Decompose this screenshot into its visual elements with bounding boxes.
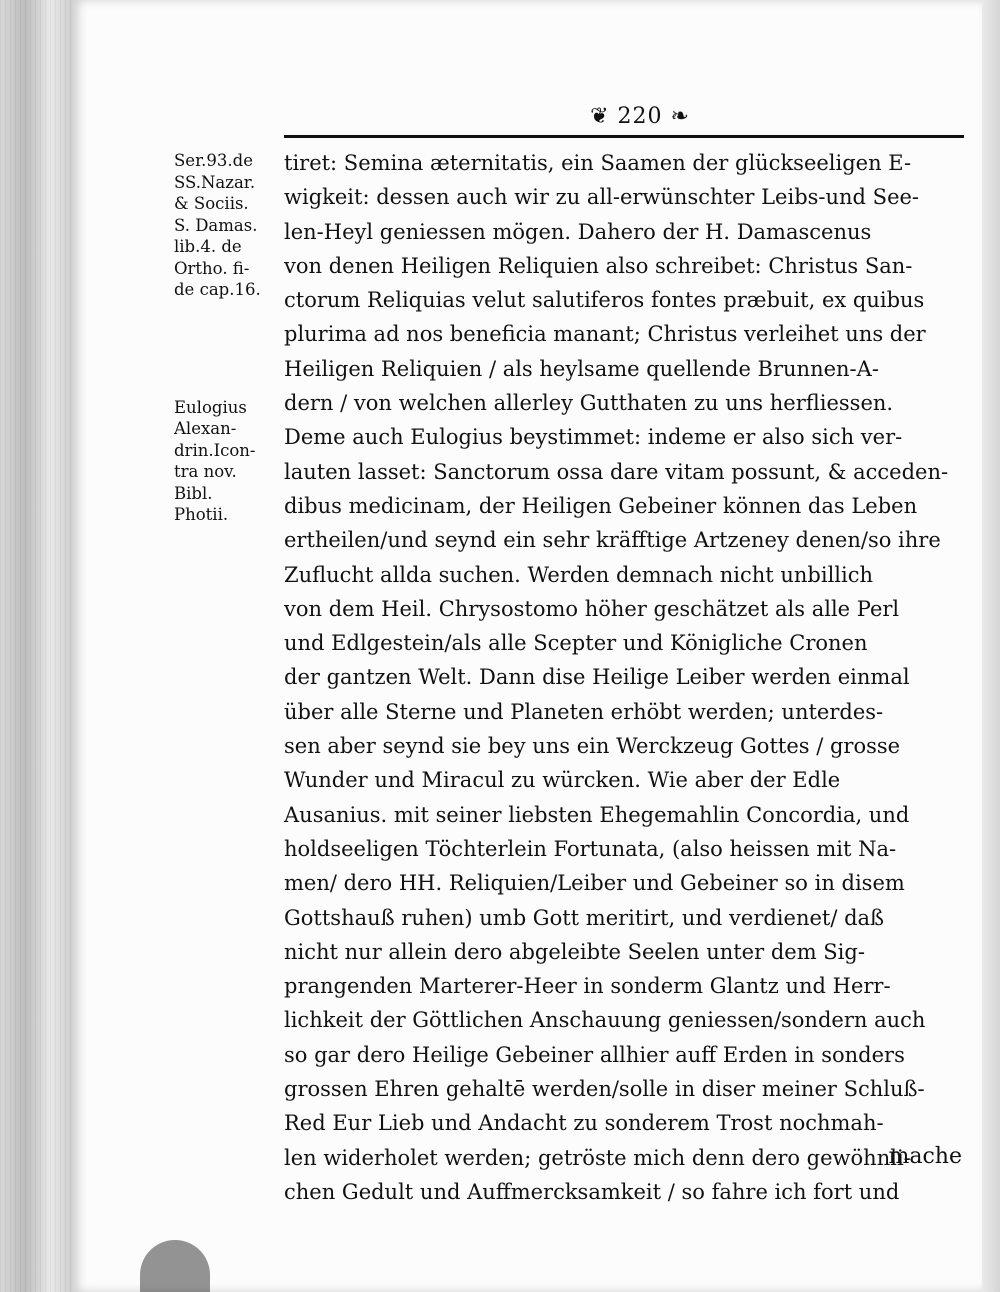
- text-line: wigkeit: dessen auch wir zu all-erwünschter Leibs-und See-: [284, 185, 920, 210]
- margin-note: Ortho. fi-: [174, 258, 250, 278]
- facing-page-edge: [982, 0, 1000, 1292]
- header-ornament-left: ❦: [590, 104, 610, 129]
- text-line: von denen Heiligen Reliquien also schreibet: Christus San-: [284, 253, 913, 278]
- margin-note: drin.Icon-: [174, 440, 256, 460]
- text-line: und Edlgestein/als alle Scepter und Königliche Cronen: [284, 631, 868, 656]
- text-line: chen Gedult und Auffmercksamkeit / so fahre ich fort und: [284, 1179, 900, 1204]
- text-line: Red Eur Lieb und Andacht zu sonderem Trost nochmah-: [284, 1111, 884, 1136]
- page-number: 220: [617, 104, 663, 129]
- margin-note: Bibl.: [174, 483, 213, 503]
- text-line: über alle Sterne und Planeten erhöbt werden; unterdes-: [284, 699, 884, 724]
- text-line: dern / von welchen allerley Gutthaten zu uns herfliessen.: [284, 391, 894, 416]
- text-line: lauten lasset: Sanctorum ossa dare vitam possunt, & acceden-: [284, 459, 949, 484]
- text-line: nicht nur allein dero abgeleibte Seelen unter dem Sig-: [284, 939, 865, 964]
- header-rule: [284, 135, 964, 138]
- margin-note: tra nov.: [174, 462, 237, 481]
- text-line: Zuflucht allda suchen. Werden demnach nicht unbillich: [284, 562, 874, 587]
- catchword: mache: [888, 1144, 962, 1169]
- text-line: Wunder und Miracul zu würcken. Wie aber der Edle: [284, 768, 841, 793]
- text-line: men/ dero HH. Reliquien/Leiber und Gebeiner so in disem: [284, 871, 905, 896]
- margin-note: Ser.93.de: [174, 151, 253, 170]
- text-line: Deme auch Eulogius beystimmet: indeme er also sich ver-: [284, 425, 903, 450]
- margin-note: & Sociis.: [174, 194, 249, 213]
- margin-note: Photii.: [174, 505, 229, 524]
- page-header: [560, 104, 720, 129]
- margin-note: S. Damas.: [174, 215, 258, 235]
- margin-note: Alexan-: [174, 419, 237, 438]
- page-stack-lines: [0, 0, 72, 1292]
- text-line: dibus medicinam, der Heiligen Gebeiner können das Leben: [284, 493, 918, 518]
- text-line: Heiligen Reliquien / als heylsame quellende Brunnen-A-: [284, 356, 879, 381]
- text-line: Ausanius. mit seiner liebsten Ehegemahlin Concordia, und: [284, 802, 910, 827]
- header-ornament-right: ❧: [670, 104, 690, 129]
- text-line: tiret: Semina æternitatis, ein Saamen der glückseeligen E-: [284, 151, 912, 175]
- margin-notes: [174, 150, 282, 526]
- margin-note: de cap.16.: [174, 280, 261, 299]
- text-line: len widerholet werden; getröste mich denn dero gewöhnli-: [284, 1145, 911, 1170]
- text-line: len-Heyl geniessen mögen. Dahero der H. Damascenus: [284, 219, 872, 244]
- body-text: [284, 146, 966, 1209]
- text-line: prangenden Marterer-Heer in sonderm Glantz und Herr-: [284, 974, 891, 999]
- text-line: von dem Heil. Chrysostomo höher geschätzet als alle Perl: [284, 596, 900, 621]
- text-line: ertheilen/und seynd ein sehr kräfftige Artzeney denen/so ihre: [284, 528, 941, 553]
- text-line: grossen Ehren gehaltē werden/solle in diser meiner Schluß-: [284, 1077, 925, 1102]
- text-line: sen aber seynd sie bey uns ein Werckzeug Gottes / grosse: [284, 734, 901, 759]
- text-line: so gar dero Heilige Gebeiner allhier auff Erden in sonders: [284, 1042, 905, 1067]
- text-line: holdseeligen Töchterlein Fortunata, (also heissen mit Na-: [284, 836, 897, 861]
- margin-gap: [174, 301, 282, 397]
- text-line: ctorum Reliquias velut salutiferos fontes præbuit, ex quibus: [284, 288, 925, 313]
- margin-note: Eulogius: [174, 397, 247, 417]
- text-line: lichkeit der Göttlichen Anschauung geniessen/sondern auch: [284, 1008, 926, 1033]
- text-line: Gottshauß ruhen) umb Gott meritirt, und verdienet/ daß: [284, 905, 885, 930]
- text-line: plurima ad nos beneficia manant; Christus verleihet uns der: [284, 322, 926, 347]
- margin-note: SS.Nazar.: [174, 172, 256, 192]
- margin-note: lib.4. de: [174, 237, 242, 256]
- text-line: der gantzen Welt. Dann dise Heilige Leiber werden einmal: [284, 665, 910, 690]
